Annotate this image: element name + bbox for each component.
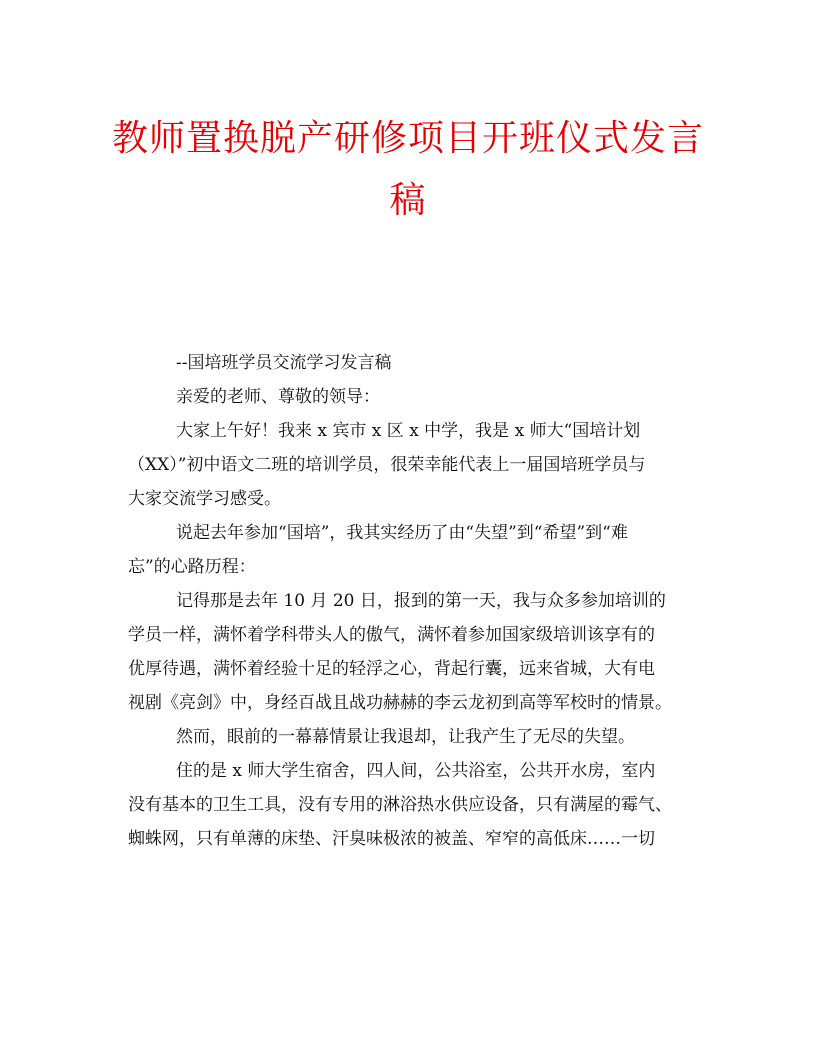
text-line: 说起去年参加“国培”，我其实经历了由“失望”到“希望”到“难 xyxy=(176,523,628,543)
text-line: 视剧《亮剑》中，身经百战且战功赫赫的李云龙初到高等军校时的情景。 xyxy=(128,693,672,713)
paragraph-dormitory xyxy=(128,754,698,856)
paragraph-journey xyxy=(128,516,698,584)
text-line: 然而，眼前的一幕幕情景让我退却，让我产生了无尽的失望。 xyxy=(176,727,635,747)
text-line: 住的是 x 师大学生宿舍，四人间，公共浴室，公共开水房，室内 xyxy=(176,761,656,781)
paragraph-subtitle xyxy=(128,346,698,380)
text-line: 亲爱的老师、尊敬的领导： xyxy=(176,387,380,407)
document-body xyxy=(128,346,698,856)
text-line: 忘”的心路历程： xyxy=(128,557,256,577)
text-line: 记得那是去年 10 月 20 日，报到的第一天，我与众多参加培训的 xyxy=(176,591,666,611)
paragraph-greeting xyxy=(128,414,698,516)
paragraph-disappointment xyxy=(128,720,698,754)
document-title xyxy=(100,108,716,232)
text-line: 学员一样，满怀着学科带头人的傲气，满怀着参加国家级培训该享有的 xyxy=(128,625,655,645)
text-line: 蜘蛛网，只有单薄的床垫、汗臭味极浓的被盖、窄窄的高低床……一切 xyxy=(128,829,655,849)
text-line: （XX）”初中语文二班的培训学员，很荣幸能代表上一届国培班学员与 xyxy=(128,455,646,475)
text-line: 大家交流学习感受。 xyxy=(128,489,281,509)
text-line: 优厚待遇，满怀着经验十足的轻浮之心，背起行囊，远来省城，大有电 xyxy=(128,659,655,679)
text-line: --国培班学员交流学习发言稿 xyxy=(176,353,392,373)
title-line: 稿 xyxy=(389,180,427,221)
text-line: 大家上午好！我来 x 宾市 x 区 x 中学，我是 x 师大“国培计划 xyxy=(176,421,641,441)
text-line: 没有基本的卫生工具，没有专用的淋浴热水供应设备，只有满屋的霉气、 xyxy=(128,795,672,815)
paragraph-salutation xyxy=(128,380,698,414)
title-line: 教师置换脱产研修项目开班仪式发言 xyxy=(111,118,704,159)
paragraph-first-day xyxy=(128,584,698,720)
